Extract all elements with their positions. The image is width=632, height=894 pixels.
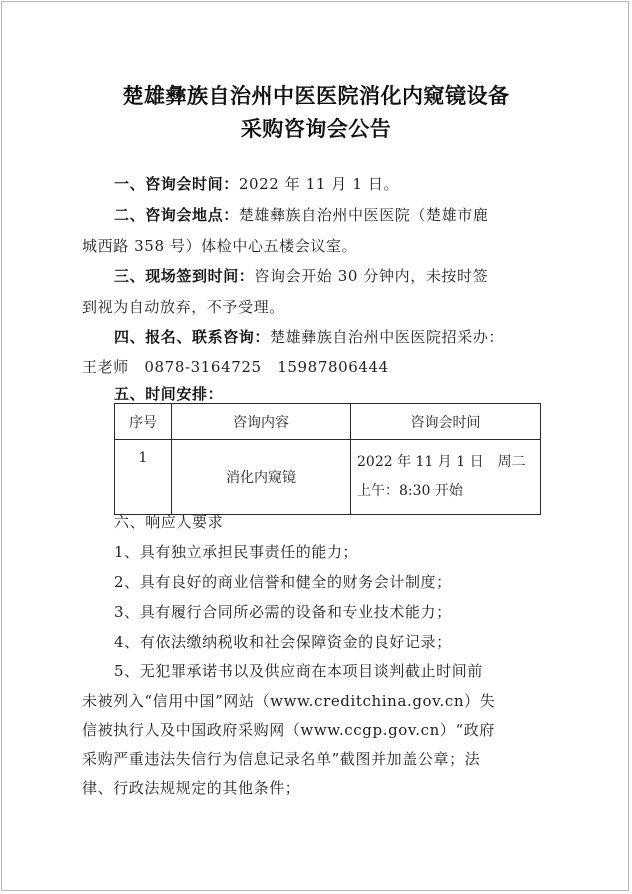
table-header-row xyxy=(115,404,541,440)
section-2-text-2: 城西路 358 号）体检中心五楼会议室。 xyxy=(82,237,358,255)
requirement-2: 2、具有良好的商业信誉和健全的财务会计制度； xyxy=(114,573,452,591)
section-1-text: 2022 年 11 月 1 日。 xyxy=(238,175,400,193)
section-6-label: 六、响应人要求 xyxy=(114,513,224,531)
section-5-label: 五、时间安排： xyxy=(114,385,224,403)
section-3 xyxy=(114,265,488,286)
requirement-1: 1、具有独立承担民事责任的能力； xyxy=(114,543,359,561)
row-time xyxy=(351,440,541,515)
document-title-line-2: 采购咨询会公告 xyxy=(240,117,392,141)
header-serial: 序号 xyxy=(115,404,172,440)
requirement-5-line-4: 采购严重违法失信行为信息记录名单”截图并加盖公章；法 xyxy=(82,750,481,768)
section-3-text-1: 咨询会开始 30 分钟内，未按时签 xyxy=(254,267,489,285)
section-2-text-1: 楚雄彝族自治州中医医院（楚雄市鹿 xyxy=(238,206,489,224)
requirement-5-line-1: 5、无犯罪承诺书以及供应商在本项目谈判截止时间前 xyxy=(114,662,483,680)
requirement-5-line-2: 未被列入“信用中国”网站（www.creditchina.gov.cn）失 xyxy=(82,692,496,710)
header-content: 咨询内容 xyxy=(172,404,351,440)
section-1 xyxy=(114,173,399,194)
section-4-label: 四、报名、联系咨询： xyxy=(114,328,271,346)
header-time: 咨询会时间 xyxy=(351,404,541,440)
row-time-line-1: 2022 年 11 月 1 日 周二 xyxy=(357,454,526,470)
section-3-label: 三、现场签到时间： xyxy=(114,267,255,285)
section-4-text-1: 楚雄彝族自治州中医医院招采办： xyxy=(270,328,505,346)
requirement-4: 4、有依法缴纳税收和社会保障资金的良好记录； xyxy=(114,633,452,651)
requirement-5-line-3: 信被执行人及中国政府采购网（www.ccgp.gov.cn）“政府 xyxy=(82,721,495,739)
table-row xyxy=(115,440,541,515)
row-serial: 1 xyxy=(115,440,172,515)
section-4 xyxy=(114,326,504,347)
section-2-label: 二、咨询会地点： xyxy=(114,206,239,224)
section-1-label: 一、咨询会时间： xyxy=(114,175,239,193)
requirement-5-line-5: 律、行政法规规定的其他条件； xyxy=(82,779,301,797)
row-time-line-2: 上午：8:30 开始 xyxy=(357,483,463,499)
section-4-contact: 王老师 0878-3164725 15987806444 xyxy=(82,358,389,376)
row-content: 消化内窥镜 xyxy=(172,440,351,515)
schedule-table xyxy=(114,403,541,515)
requirement-3: 3、具有履行合同所必需的设备和专业技术能力； xyxy=(114,603,452,621)
section-2 xyxy=(114,204,488,225)
document-title-line-1: 楚雄彝族自治州中医医院消化内窥镜设备 xyxy=(122,84,510,108)
section-3-text-2: 到视为自动放弃，不予受理。 xyxy=(82,298,285,316)
